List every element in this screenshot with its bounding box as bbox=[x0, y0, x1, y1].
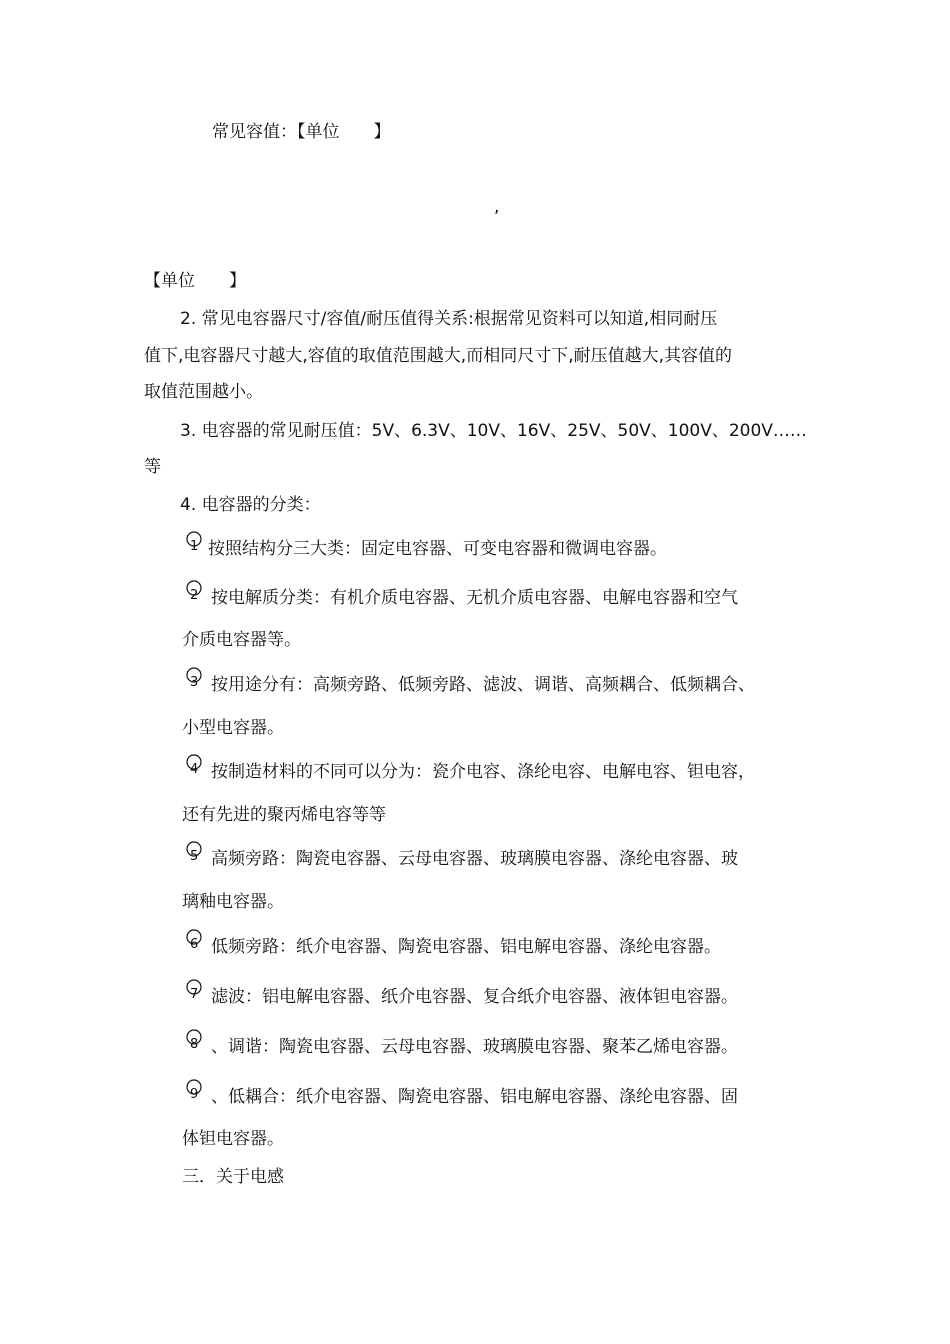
list-item-text: 按电解质分类：有机介质电容器、无机介质电容器、电解电容器和空气 bbox=[211, 588, 738, 608]
list-item-text: 体钽电容器。 bbox=[182, 1129, 284, 1149]
list-item-text: 还有先进的聚丙烯电容等等 bbox=[182, 805, 386, 825]
list-item-text: 小型电容器。 bbox=[182, 718, 284, 738]
circled-number-icon: 5 bbox=[184, 841, 206, 865]
paragraph-line: 等 bbox=[144, 457, 161, 477]
list-item-text: 滤波：铝电解电容器、纸介电容器、复合纸介电容器、液体钽电容器。 bbox=[211, 987, 738, 1007]
list-item-text: 璃釉电容器。 bbox=[182, 892, 284, 912]
list-item-text: 按照结构分三大类：固定电容器、可变电容器和微调电容器。 bbox=[208, 539, 667, 559]
circled-number-icon: 8 bbox=[184, 1029, 206, 1053]
circled-number-icon: 1 bbox=[184, 531, 206, 555]
paragraph-line: 2. 常见电容器尺寸/容值/耐压值得关系:根据常见资料可以知道,相同耐压 bbox=[180, 309, 718, 329]
circled-number-icon: 9 bbox=[184, 1079, 206, 1103]
circled-number-icon: 2 bbox=[184, 580, 206, 604]
paragraph-line: 取值范围越小。 bbox=[144, 382, 263, 402]
circled-number-icon: 6 bbox=[184, 929, 206, 953]
circled-number-icon: 7 bbox=[184, 979, 206, 1003]
common-capacitance-label: 常见容值：【单位 】 bbox=[212, 122, 391, 142]
list-item-text: 高频旁路：陶瓷电容器、云母电容器、玻璃膜电容器、涤纶电容器、玻 bbox=[211, 849, 738, 869]
circled-number-icon: 3 bbox=[184, 667, 206, 691]
section-heading: 三．关于电感 bbox=[182, 1167, 284, 1187]
list-item-text: 按用途分有：高频旁路、低频旁路、滤波、调谐、高频耦合、低频耦合、 bbox=[211, 675, 755, 695]
paragraph-line: 值下,电容器尺寸越大,容值的取值范围越大,而相同尺寸下,耐压值越大,其容值的 bbox=[144, 346, 733, 366]
list-item-text: 、低耦合：纸介电容器、陶瓷电容器、铝电解电容器、涤纶电容器、固 bbox=[211, 1087, 738, 1107]
section-4-heading: 4. 电容器的分类： bbox=[180, 495, 321, 515]
list-item-text: 、调谐：陶瓷电容器、云母电容器、玻璃膜电容器、聚苯乙烯电容器。 bbox=[211, 1037, 738, 1057]
circled-number-icon: 4 bbox=[184, 754, 206, 778]
list-item-text: 按制造材料的不同可以分为：瓷介电容、涤纶电容、电解电容、钽电容， bbox=[211, 762, 755, 782]
list-item-text: 低频旁路：纸介电容器、陶瓷电容器、铝电解电容器、涤纶电容器。 bbox=[211, 937, 721, 957]
paragraph-line: 3. 电容器的常见耐压值：5V、6.3V、10V、16V、25V、50V、100V、200V…… bbox=[180, 421, 807, 441]
list-item-text: 介质电容器等。 bbox=[182, 630, 301, 650]
unit-line: 【单位 】 bbox=[144, 271, 246, 291]
stray-comma: , bbox=[494, 197, 500, 217]
